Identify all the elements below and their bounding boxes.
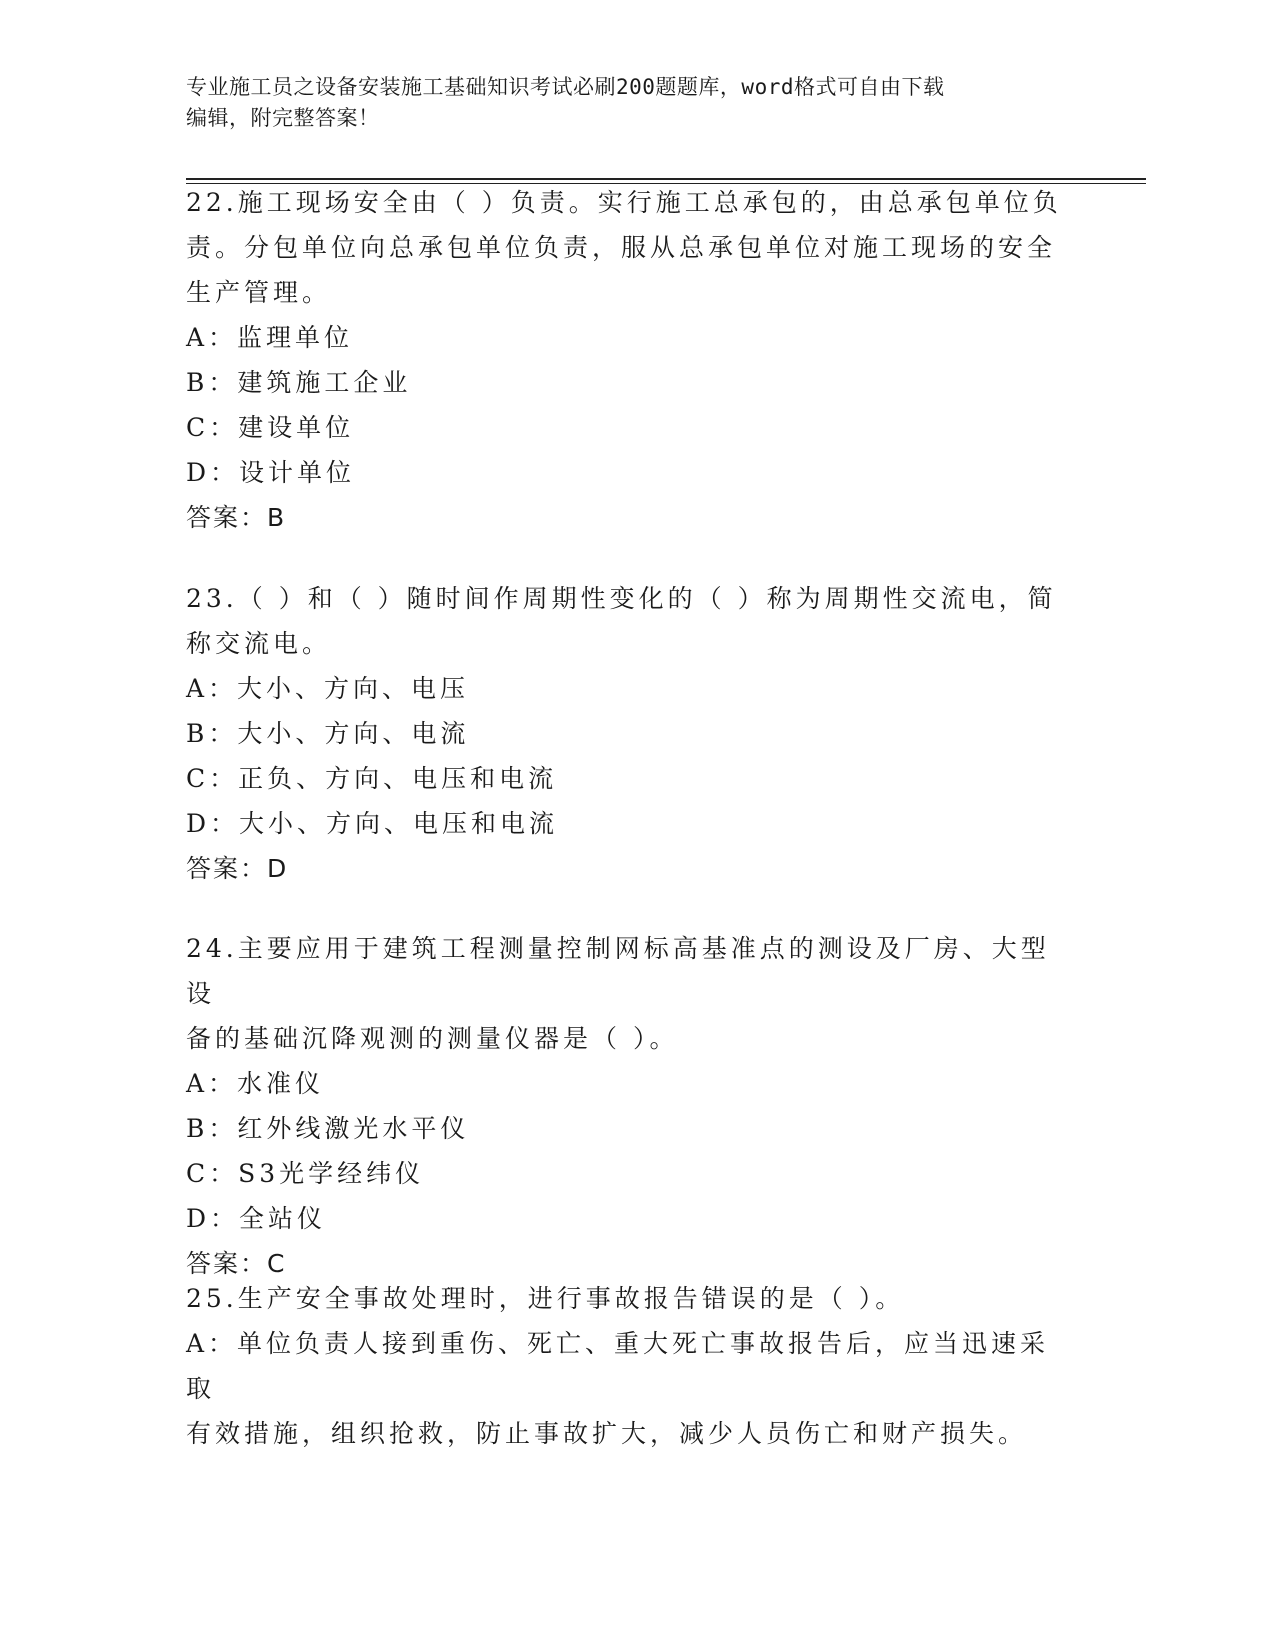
question-text-line: 责。分包单位向总承包单位负责，服从总承包单位对施工现场的安全: [186, 233, 1057, 262]
answer-label: 答案：B: [186, 503, 287, 532]
option-d: D：设计单位: [186, 458, 356, 487]
option-a-continued: 有效措施，组织抢救，防止事故扩大，减少人员伤亡和财产损失。: [186, 1419, 1028, 1448]
option-a: A：水准仪: [186, 1069, 325, 1098]
option-a: A：大小、方向、电压: [186, 674, 470, 703]
header-line-2: 编辑，附完整答案！: [186, 106, 380, 130]
option-c: C：正负、方向、电压和电流: [186, 764, 558, 793]
question-text-line: 备的基础沉降观测的测量仪器是（ ）。: [186, 1024, 679, 1053]
question-text-line: 24.主要应用于建筑工程测量控制网标高基准点的测设及厂房、大型设: [186, 934, 1050, 1008]
question-22: [186, 180, 1076, 540]
option-b: B：建筑施工企业: [186, 368, 412, 397]
question-25: [186, 1276, 1076, 1456]
option-b: B：大小、方向、电流: [186, 719, 470, 748]
answer-label: 答案：D: [186, 854, 289, 883]
header-line-1: 专业施工员之设备安装施工基础知识考试必刷200题题库，word格式可自由下载: [186, 75, 945, 99]
option-a: A：单位负责人接到重伤、死亡、重大死亡事故报告后，应当迅速采取: [186, 1329, 1050, 1403]
question-text-line: 23.（ ）和（ ）随时间作周期性变化的（ ）称为周期性交流电，简: [186, 584, 1057, 613]
question-23: [186, 576, 1076, 891]
document-header: [186, 72, 1066, 134]
option-d: D：全站仪: [186, 1204, 327, 1233]
option-c: C：S3光学经纬仪: [186, 1159, 425, 1188]
option-b: B：红外线激光水平仪: [186, 1114, 470, 1143]
question-text-line: 25.生产安全事故处理时，进行事故报告错误的是（ ）。: [186, 1284, 905, 1313]
option-d: D：大小、方向、电压和电流: [186, 809, 559, 838]
option-c: C：建设单位: [186, 413, 355, 442]
question-24: [186, 926, 1076, 1286]
question-text-line: 生产管理。: [186, 278, 332, 307]
question-text-line: 22.施工现场安全由（ ）负责。实行施工总承包的，由总承包单位负: [186, 188, 1062, 217]
answer-label: 答案：C: [186, 1249, 287, 1278]
question-text-line: 称交流电。: [186, 629, 332, 658]
option-a: A：监理单位: [186, 323, 354, 352]
